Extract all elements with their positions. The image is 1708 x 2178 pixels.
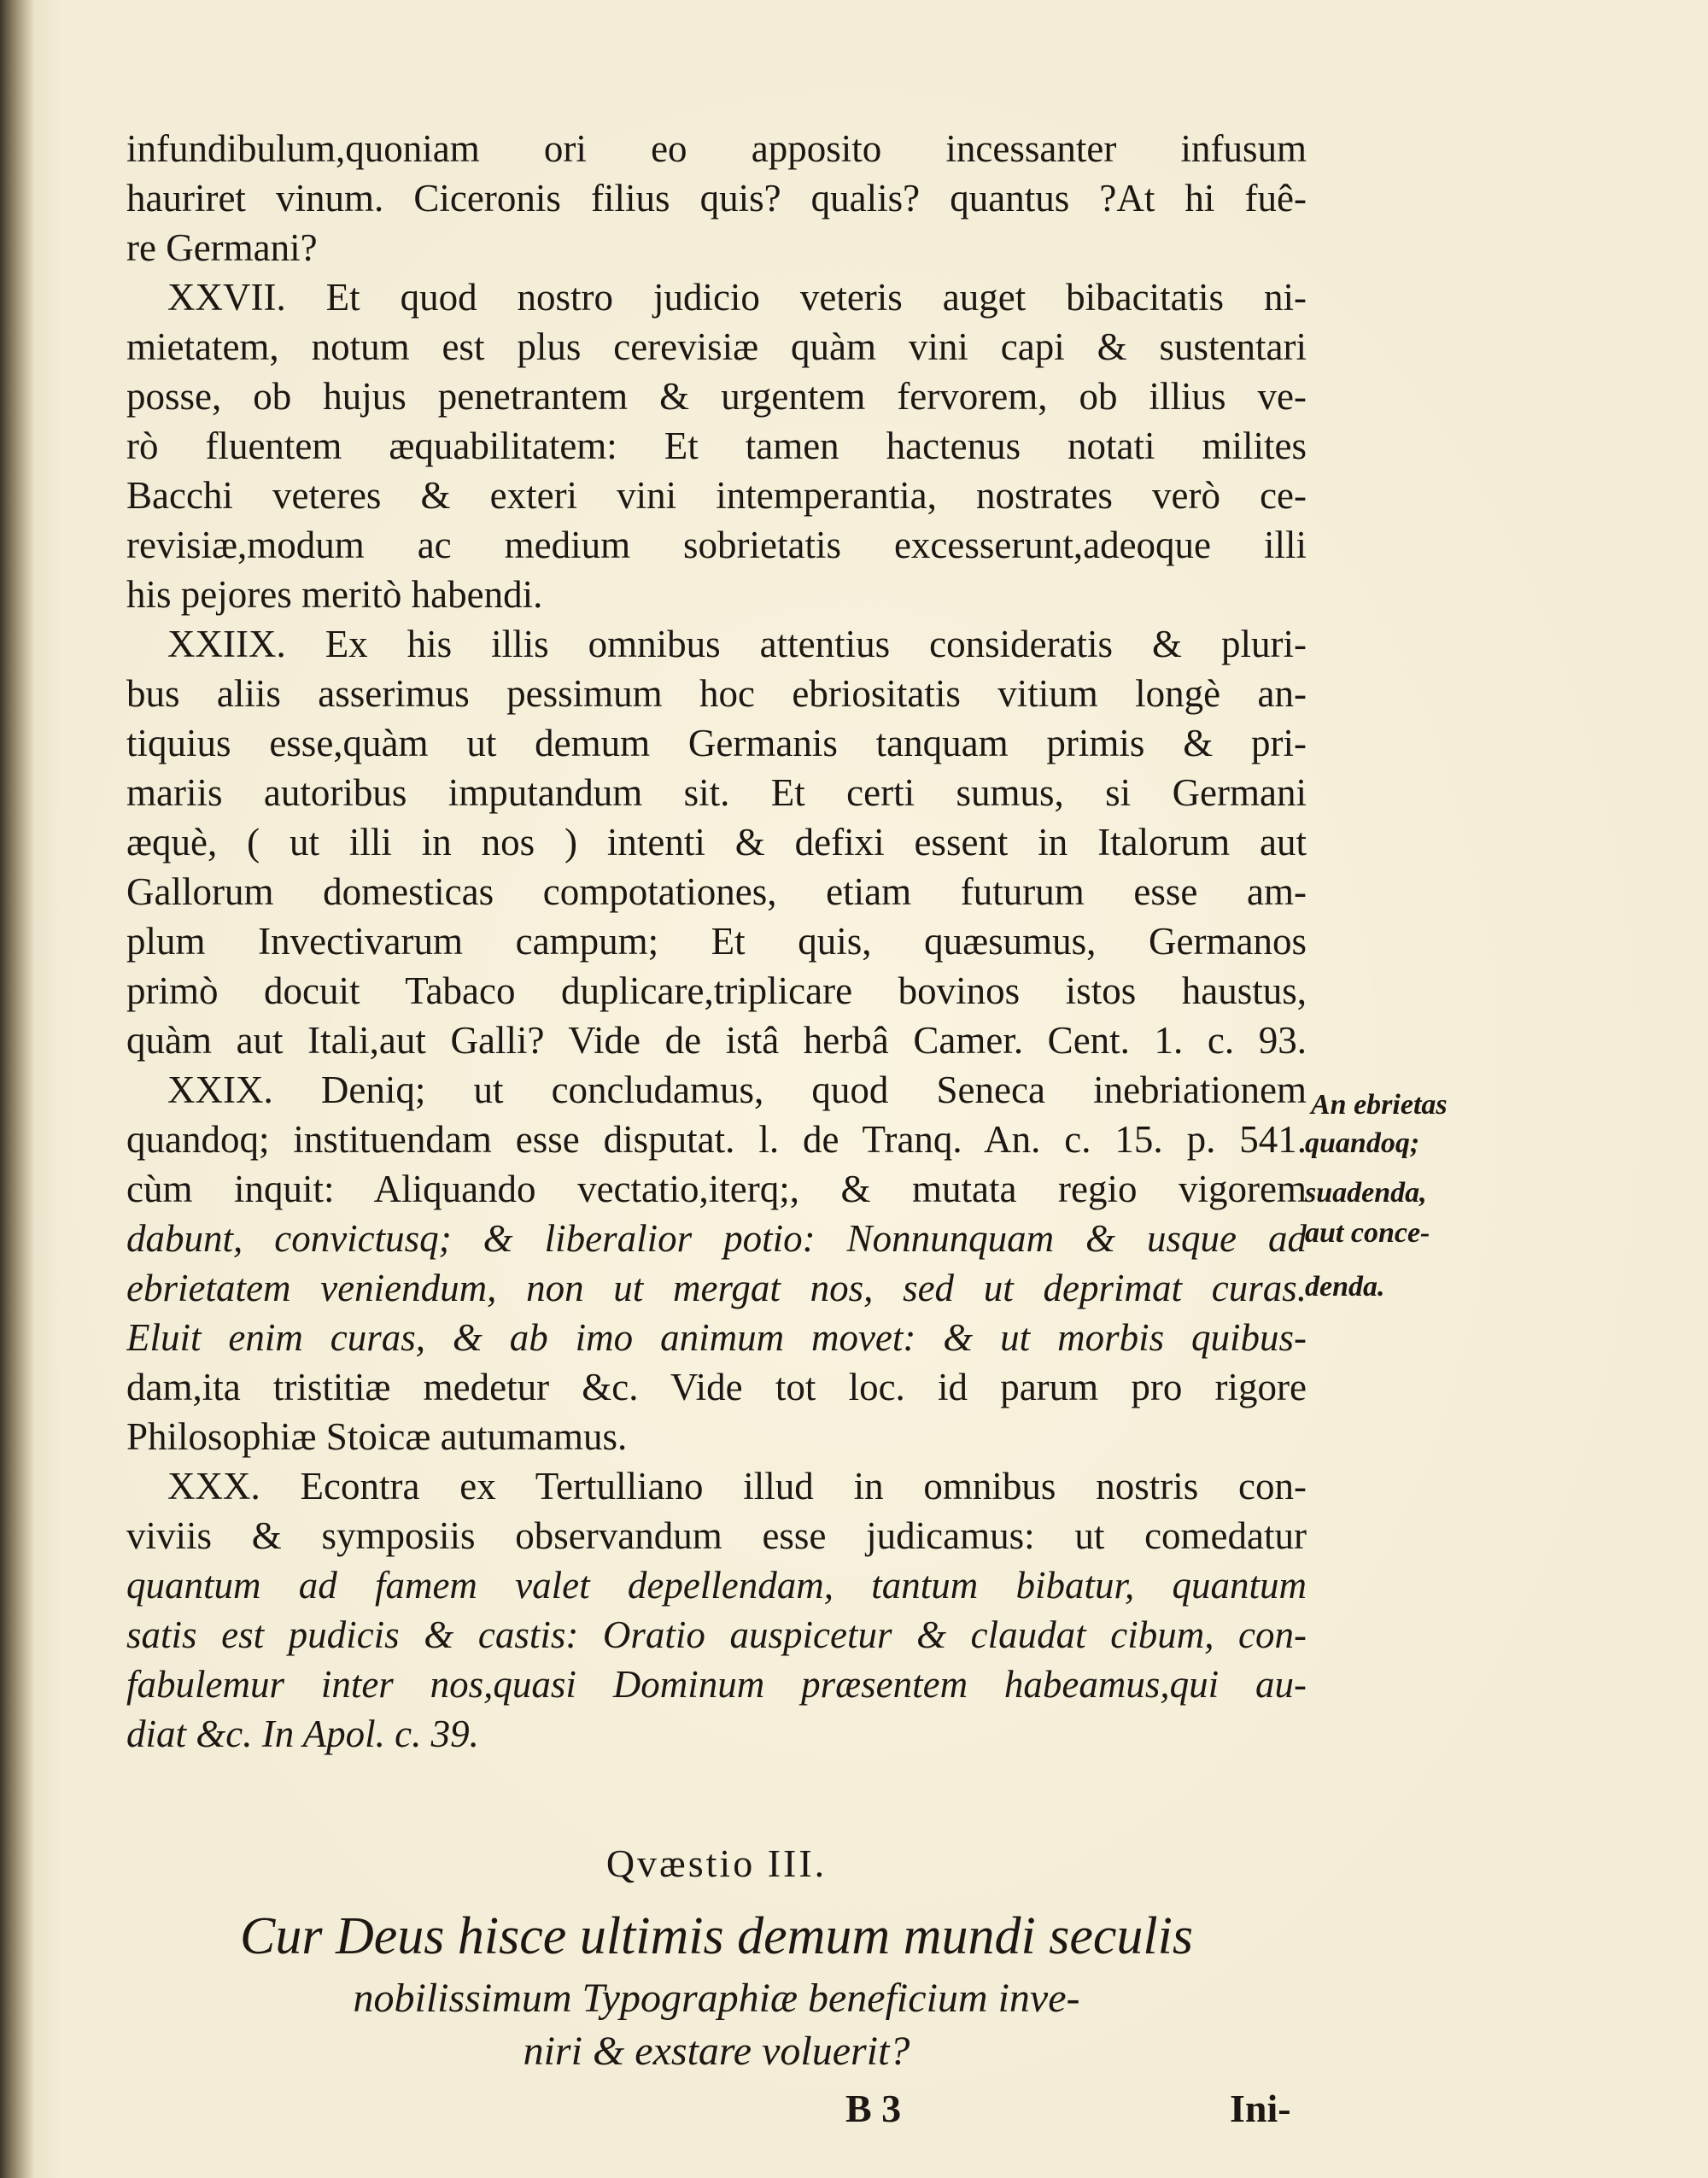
- text-line: plum Invectivarum campum; Et quis, quæsumus, Germanos: [126, 920, 1307, 963]
- text-line: cùm inquit: Aliquando vectatio,iterq;, & mutata regio vigorem: [126, 1168, 1307, 1210]
- text-line: æquè, ( ut illi in nos ) intenti & defixi essent in Italorum aut: [126, 821, 1307, 864]
- text-line: bus aliis asserimus pessimum hoc ebriositatis vitium longè an-: [126, 672, 1307, 715]
- text-line: tiquius esse,quàm ut demum Germanis tanquam primis & pri-: [126, 722, 1307, 764]
- text-line: Philosophiæ Stoicæ autumamus.: [126, 1415, 628, 1458]
- text-line: Bacchi veteres & exteri vini intemperantia, nostrates verò ce-: [126, 474, 1307, 517]
- section-xxvii-start: XXVII. Et quod nostro judicio veteris auget bibacitatis ni-: [167, 276, 1307, 319]
- text-line: revisiæ,modum ac medium sobrietatis excesserunt,adeoque illi: [126, 524, 1307, 566]
- text-line: posse, ob hujus penetrantem & urgentem fervorem, ob illius ve-: [126, 375, 1307, 418]
- margin-note-line: denda.: [1305, 1271, 1385, 1303]
- text-line-italic: quantum ad famem valet depellendam, tantum bibatur, quantum: [126, 1564, 1307, 1607]
- text-line: rò fluentem æquabilitatem: Et tamen hactenus notati milites: [126, 424, 1307, 467]
- text-line: hauriret vinum. Ciceronis filius quis? qualis? quantus ?At hi fuê-: [126, 177, 1307, 220]
- section-xxix-start: XXIX. Deniq; ut concludamus, quod Seneca inebriationem: [167, 1069, 1307, 1111]
- margin-note-line: quandoq;: [1305, 1127, 1420, 1159]
- section-xxiix-start: XXIIX. Ex his illis omnibus attentius consideratis & pluri-: [167, 623, 1307, 665]
- margin-note-line: aut conce-: [1305, 1217, 1430, 1249]
- text-line-italic: fabulemur inter nos,quasi Dominum præsentem habeamus,qui au-: [126, 1663, 1307, 1706]
- text-line: his pejores meritò habendi.: [126, 573, 543, 616]
- text-line: dam,ita tristitiæ medetur &c. Vide tot loc. id parum pro rigore: [126, 1366, 1307, 1408]
- text-line-italic: satis est pudicis & castis: Oratio auspicetur & claudat cibum, con-: [126, 1613, 1307, 1656]
- text-line: mariis autoribus imputandum sit. Et certi sumus, si Germani: [126, 771, 1307, 814]
- text-line: re Germani?: [126, 226, 318, 269]
- question-title-line: nobilissimum Typographiæ beneficium inve-: [353, 1976, 1080, 2021]
- text-line-italic: ebrietatem veniendum, non ut mergat nos, sed ut deprimat curas.: [126, 1267, 1307, 1309]
- text-line-italic: Eluit enim curas, & ab imo animum movet: & ut morbis quibus-: [126, 1316, 1307, 1359]
- text-line: infundibulum,quoniam ori eo apposito incessanter infusum: [126, 127, 1307, 170]
- question-title-line: Cur Deus hisce ultimis demum mundi seculis: [240, 1907, 1193, 1965]
- signature-mark: B 3: [845, 2087, 902, 2130]
- text-line: quàm aut Itali,aut Galli? Vide de istâ herbâ Camer. Cent. 1. c. 93.: [126, 1019, 1307, 1062]
- text-line: mietatem, notum est plus cerevisiæ quàm vini capi & sustentari: [126, 325, 1307, 368]
- text-line: primò docuit Tabaco duplicare,triplicare bovinos istos haustus,: [126, 969, 1307, 1012]
- text-line: viviis & symposiis observandum esse judicamus: ut comedatur: [126, 1514, 1307, 1557]
- margin-note-line: suadenda,: [1305, 1177, 1427, 1209]
- margin-note-line: An ebrietas: [1311, 1089, 1448, 1121]
- text-line-italic: diat &c. In Apol. c. 39.: [126, 1713, 479, 1755]
- question-heading: Qvæstio III.: [605, 1841, 828, 1885]
- text-line: Gallorum domesticas compotationes, etiam futurum esse am-: [126, 870, 1307, 913]
- section-xxx-start: XXX. Econtra ex Tertulliano illud in omnibus nostris con-: [167, 1465, 1307, 1508]
- catchword: Ini-: [1230, 2087, 1291, 2130]
- text-line: quandoq; instituendam esse disputat. l. de Tranq. An. c. 15. p. 541.: [126, 1118, 1307, 1161]
- question-title-line: niri & exstare voluerit?: [523, 2029, 910, 2074]
- page-gutter-shadow: [0, 0, 34, 2178]
- text-line-italic: dabunt, convictusq; & liberalior potio: Nonnunquam & usque ad: [126, 1217, 1307, 1260]
